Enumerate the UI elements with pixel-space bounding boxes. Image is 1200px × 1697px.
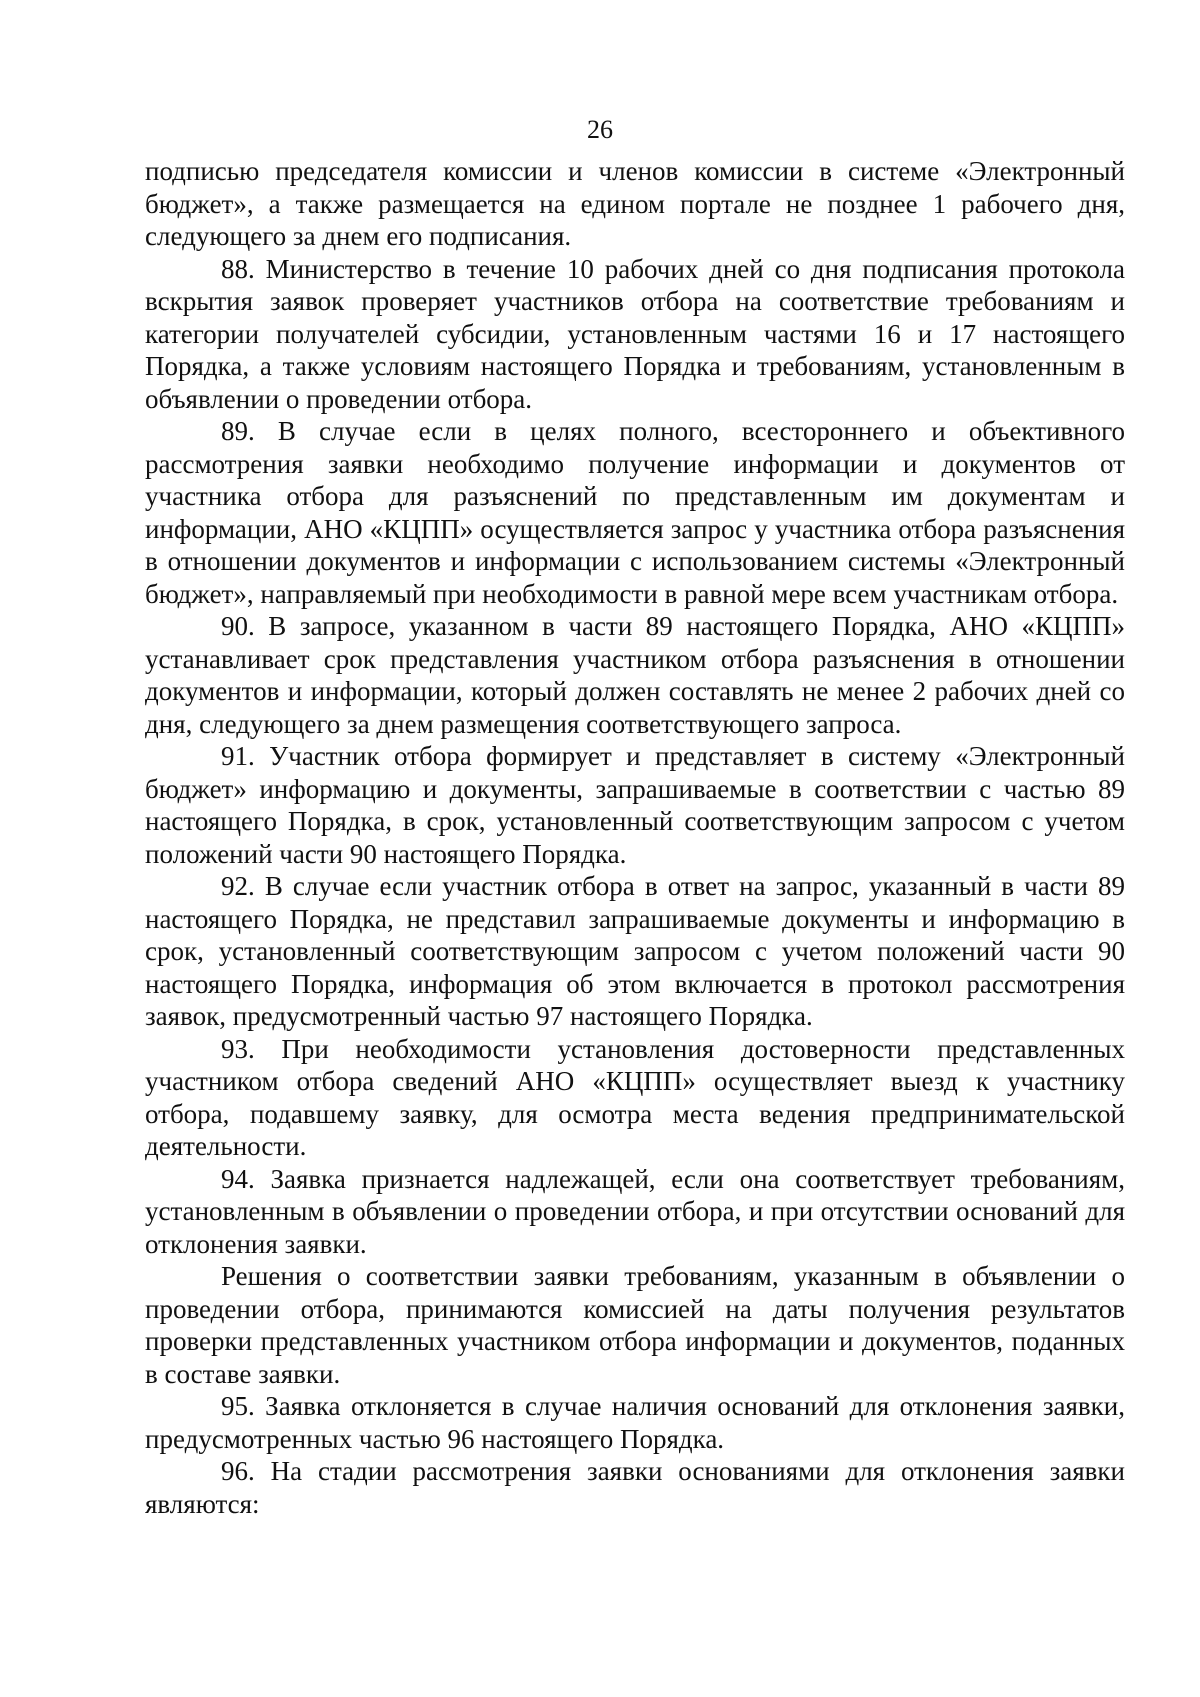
paragraph-90: 90. В запросе, указанном в части 89 настоящего Порядка, АНО «КЦПП» устанавливает срок представления участником отбора разъяснения в отношении документов и информации, который должен составлять не менее 2 рабочих дней со дня, следующего за днем размещения соответствующего запроса. xyxy=(145,611,1125,739)
paragraph-96: 96. На стадии рассмотрения заявки основаниями для отклонения заявки являются: xyxy=(145,1456,1125,1519)
paragraph-continuation: подписью председателя комиссии и членов комиссии в системе «Электронный бюджет», а также размещается на едином портале не позднее 1 рабочего дня, следующего за днем его подписания. xyxy=(145,156,1125,251)
page-number: 26 xyxy=(587,115,613,144)
document-body xyxy=(145,155,1125,1520)
paragraph-89: 89. В случае если в целях полного, всестороннего и объективного рассмотрения заявки необходимо получение информации и документов от участника отбора для разъяснений по представленным им документам и информации, АНО «КЦПП» осуществляется запрос у участника отбора разъяснения в отношении документов и информации с использованием системы «Электронный бюджет», направляемый при необходимости в равной мере всем участникам отбора. xyxy=(145,416,1125,609)
paragraph-95: 95. Заявка отклоняется в случае наличия оснований для отклонения заявки, предусмотренных частью 96 настоящего Порядка. xyxy=(145,1391,1125,1454)
paragraph-93: 93. При необходимости установления достоверности представленных участником отбора сведений АНО «КЦПП» осуществляет выезд к участнику отбора, подавшему заявку, для осмотра места ведения предпринимательской деятельности. xyxy=(145,1033,1125,1161)
paragraph-94: 94. Заявка признается надлежащей, если она соответствует требованиям, установленным в объявлении о проведении отбора, и при отсутствии оснований для отклонения заявки. xyxy=(145,1163,1125,1259)
paragraph-94-decision: Решения о соответствии заявки требованиям, указанным в объявлении о проведении отбора, принимаются комиссией на даты получения результатов проверки представленных участником отбора информации и документов, поданных в составе заявки. xyxy=(145,1261,1125,1389)
paragraph-88: 88. Министерство в течение 10 рабочих дней со дня подписания протокола вскрытия заявок проверяет участников отбора на соответствие требованиям и категории получателей субсидии, установленным частями 16 и 17 настоящего Порядка, а также условиям настоящего Порядка и требованиям, установленным в объявлении о проведении отбора. xyxy=(145,253,1125,414)
paragraph-91: 91. Участник отбора формирует и представляет в систему «Электронный бюджет» информацию и документы, запрашиваемые в соответствии с частью 89 настоящего Порядка, в срок, установленный соответствующим запросом с учетом положений части 90 настоящего Порядка. xyxy=(145,741,1125,869)
paragraph-92: 92. В случае если участник отбора в ответ на запрос, указанный в части 89 настоящего Порядка, не представил запрашиваемые документы и информацию в срок, установленный соответствующим запросом с учетом положений части 90 настоящего Порядка, информация об этом включается в протокол рассмотрения заявок, предусмотренный частью 97 настоящего Порядка. xyxy=(145,871,1125,1031)
